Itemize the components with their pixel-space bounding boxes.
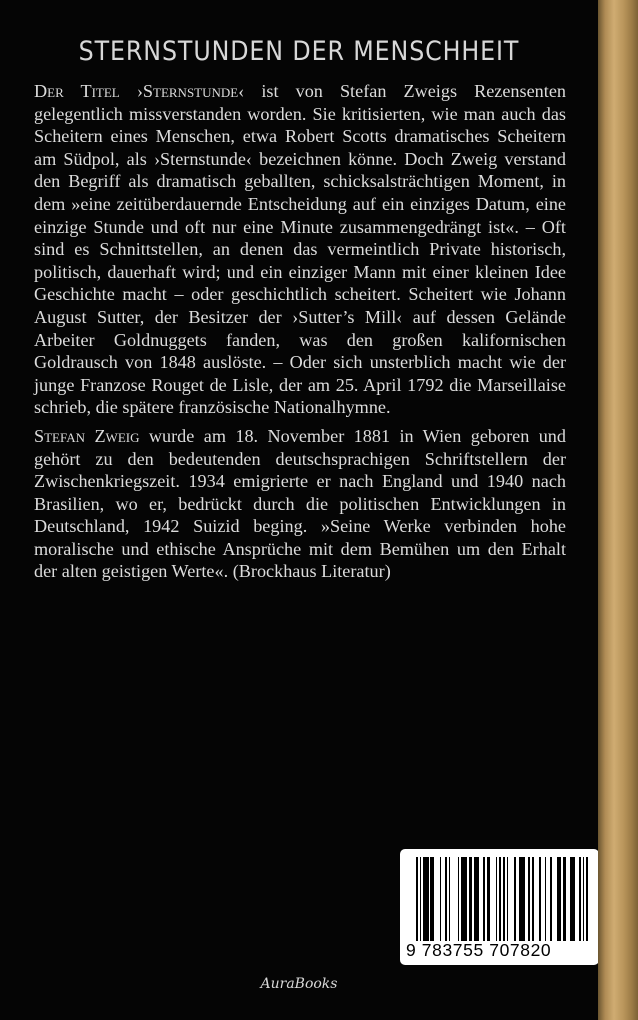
publisher-logo: AuraBooks (260, 976, 338, 992)
book-title: STERNSTUNDEN DER MENSCHHEIT (78, 36, 520, 67)
author-name: Stefan Zweig (34, 425, 140, 446)
paragraph-2-body: wurde am 18. November 1881 in Wien geboren und gehört zu den bedeutenden deutschsprachigen Schriftstellern der Zwischenkriegszeit. 1934 emigrierte er nach England und 1940 nach Brasilien, wo er, bedrückt durch die politischen Entwicklungen in Deutschland, 1942 Suizid beging. »Seine Werke verbinden hohe moralische und ethische Ansprüche mit dem Bemühen um den Erhalt der alten geistigen Werte«. (Brockhaus Literatur) (34, 425, 566, 582)
barcode-bar (583, 857, 585, 941)
barcode-bar (474, 857, 479, 941)
paragraph-1-body: ist von Stefan Zweigs Rezensenten gelegentlich missverstanden worden. Sie kritisierten, wie man auch das Scheitern eines Menschen, etwa Robert Scotts dramatisches Scheitern am Südpol, als ›Sternstunde‹ bezeichnen könne. Doch Zweig verstand den Begriff als dramatisch geballten, schicksalsträchtigen Moment, in dem »eine zeitüberdauernde Entscheidung auf ein einziges Datum, eine einzige Stunde und oft nur eine Minute zusammengedrängt ist«. – Oft sind es Schnittstellen, an denen das vermeintlich Private historisch, politisch, dauerhaft wird; und ein einziger Mann mit einer kleinen Idee Geschichte macht – oder geschichtlich scheitert. Scheitert wie Johann August Sutter, der Besitzer der ›Sutter’s Mill‹ auf dessen Gelände Arbeiter Goldnuggets fanden, was den großen kalifornischen Goldrausch von 1848 auslöste. – Oder sich unsterblich macht wie der junge Franzose Rouget de Lisle, der am 25. April 1792 die Marseillaise schrieb, die spätere französische Nationalhymne. (34, 81, 566, 418)
barcode-bar (579, 857, 581, 941)
barcode-bar (461, 857, 466, 941)
barcode-bar (420, 857, 422, 941)
barcode-bar (416, 857, 418, 941)
barcode-bar (545, 857, 547, 941)
blurb-paragraph-1 (34, 80, 566, 419)
isbn-number: 9 783755 707820 (406, 940, 552, 960)
barcode-bar (469, 857, 473, 941)
barcode-bar (514, 857, 516, 941)
isbn-barcode (400, 849, 599, 965)
barcode-bar (570, 857, 575, 941)
term-sternstunde: ›Sternstunde‹ (136, 81, 245, 101)
barcode-bar (507, 857, 509, 941)
blurb-paragraph-2 (34, 425, 566, 583)
barcode-bar (503, 857, 505, 941)
barcode-bar (445, 857, 447, 941)
barcode-bar (458, 857, 460, 941)
barcode-bar (532, 857, 534, 941)
blurb-text (34, 80, 566, 583)
barcode-bar (539, 857, 541, 941)
barcode-bar (563, 857, 567, 941)
barcode-bar (528, 857, 530, 941)
barcode-bar (557, 857, 561, 941)
barcode-bar (423, 857, 428, 941)
lead-words: Der Titel (34, 81, 120, 101)
barcode-bar (430, 857, 434, 941)
barcode-bars (416, 857, 588, 941)
barcode-bar (550, 857, 552, 941)
barcode-bar (499, 857, 501, 941)
barcode-bar (483, 857, 485, 941)
barcode-bar (496, 857, 498, 941)
barcode-bar (440, 857, 442, 941)
barcode-bar (519, 857, 524, 941)
barcode-bar (449, 857, 451, 941)
book-spine-edge (598, 0, 638, 1020)
barcode-bar (586, 857, 588, 941)
barcode-bar (487, 857, 491, 941)
